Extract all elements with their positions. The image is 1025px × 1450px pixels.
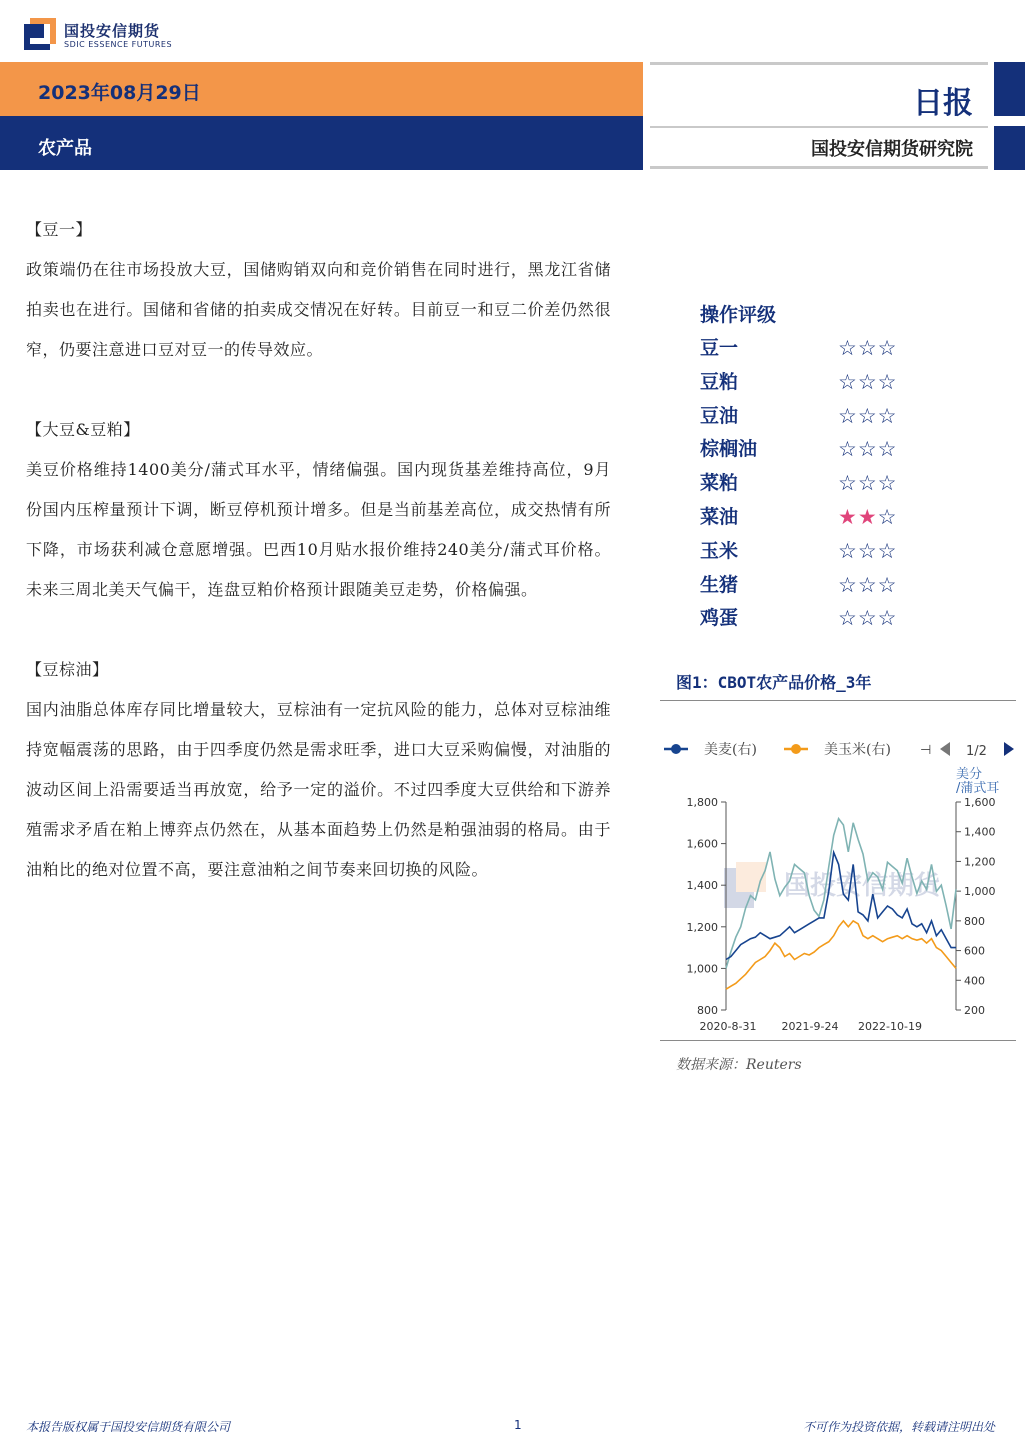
left-tick-label: 1,200 [686,920,718,934]
header-rule [650,62,988,65]
star-empty-icon: ☆ [857,437,878,462]
series-line-2 [726,921,956,989]
report-type: 日报 [913,86,973,121]
rating-commodity: 豆油 [700,404,739,427]
header-accent [994,62,1025,116]
unit-label-line2: /蒲式耳 [956,781,1000,796]
figure-title: 图1：CBOT农产品价格_3年 [676,673,872,692]
cbot-price-chart [660,730,1020,1036]
legend-truncated-item: ⊣ [920,743,932,758]
rating-commodity: 菜粕 [700,472,739,495]
rating-title: 操作评级 [700,304,777,326]
star-empty-icon: ☆ [857,471,878,496]
rating-commodity: 豆粕 [700,370,739,393]
axis-ticks [687,796,996,1033]
legend-item-wheat[interactable] [664,741,757,758]
section-text: 政策端仍在往市场投放大豆，国储购销双向和竞价销售在同时进行，黑龙江省储拍卖也在进行。国储和省储的拍卖成交情况在好转。目前豆一和豆二价差仍然很窄，仍要注意进口豆对豆一的传导效应。 [26,260,611,359]
data-source: 数据来源：Reuters [676,1057,802,1073]
star-empty-icon: ☆ [877,572,898,597]
star-empty-icon: ☆ [857,572,878,597]
star-empty-icon: ☆ [838,538,858,563]
unit-label-line1: 美分 [956,767,983,782]
star-empty-icon: ☆ [838,403,858,428]
star-empty-icon: ☆ [877,403,898,428]
report-sector: 农产品 [38,138,92,159]
sector-banner [0,116,643,170]
star-empty-icon: ☆ [857,403,878,428]
rating-row [700,400,960,434]
rating-row [700,332,960,366]
right-tick-label: 600 [964,944,985,958]
legend-item-corn[interactable] [784,741,891,758]
rating-commodity: 生猪 [700,573,739,596]
page-number: 1 [514,1418,522,1432]
figure-rule [660,700,1016,701]
left-tick-label: 1,800 [686,796,718,809]
right-tick-label: 200 [964,1004,985,1017]
rating-commodity: 鸡蛋 [700,607,739,630]
right-tick-label: 400 [964,974,985,988]
legend-prev-icon[interactable] [940,742,950,756]
rating-commodity: 菜油 [700,505,739,528]
star-empty-icon: ☆ [838,471,858,496]
watermark-text: 国投安信期货 [784,871,941,901]
legend-next-icon[interactable] [1004,742,1014,756]
copyright-notice: 本报告版权属于国投安信期货有限公司 [26,1420,231,1434]
star-empty-icon: ☆ [877,336,898,360]
star-empty-icon: ☆ [838,437,858,462]
star-empty-icon: ☆ [877,437,898,462]
rating-commodity: 玉米 [700,539,739,562]
section-title: 【豆一】 [26,220,93,239]
star-empty-icon: ☆ [877,538,898,563]
rating-row [700,433,960,467]
x-tick-label: 2022-10-19 [858,1020,922,1033]
star-empty-icon: ☆ [838,336,858,360]
header-rule [650,126,988,128]
rating-stars [838,569,897,603]
rating-row [700,569,960,603]
section-title: 【豆棕油】 [26,660,109,679]
star-empty-icon: ☆ [877,369,898,394]
star-empty-icon: ☆ [877,504,898,529]
series-lines [726,819,956,990]
figure-rule [660,1040,1016,1041]
header-rule [650,166,988,169]
report-date: 2023年08月29日 [38,82,201,104]
unit-label [956,767,999,796]
rating-stars [838,602,897,636]
right-tick-label: 800 [964,914,985,928]
rating-stars [838,433,897,467]
left-tick-label: 1,600 [686,837,718,851]
rating-commodity: 豆一 [700,337,739,359]
left-tick-label: 1,400 [686,879,718,893]
star-empty-icon: ☆ [877,471,898,496]
left-tick-label: 1,000 [686,962,718,976]
chart-legend [664,741,1014,759]
legend-page: 1/2 [966,744,987,759]
section-title: 【大豆&豆粕】 [26,420,140,439]
rating-stars [838,366,897,400]
rating-stars [838,400,897,434]
institute-name: 国投安信期货研究院 [811,139,973,160]
right-tick-label: 1,000 [964,885,996,899]
header-accent [994,126,1025,170]
company-logo [24,18,184,54]
x-tick-label: 2021-9-24 [781,1020,839,1033]
right-tick-label: 1,200 [964,855,996,869]
legend-marker [671,744,681,754]
star-empty-icon: ☆ [857,538,878,563]
section-text: 国内油脂总体库存同比增量较大，豆棕油有一定抗风险的能力，总体对豆棕油维持宽幅震荡的思路，由于四季度仍然是需求旺季，进口大豆采购偏慢，对油脂的波动区间上沿需要适当再放宽，给予一定的溢价。不过四季度大豆供给和下游养殖需求矛盾在粕上博弈点仍然在，从基本面趋势上仍然是粕强油弱的格局。由于油粕比的绝对位置不高，要注意油粕之间节奏来回切换的风险。 [26,700,611,879]
logo-name: 国投安信期货 [64,22,161,40]
star-empty-icon: ☆ [857,336,878,360]
star-empty-icon: ☆ [857,606,878,631]
star-empty-icon: ☆ [877,606,898,631]
rating-stars [838,332,897,366]
rating-row [700,366,960,400]
left-tick-label: 800 [697,1004,718,1017]
rating-commodity: 棕榈油 [700,438,758,461]
star-empty-icon: ☆ [838,572,858,597]
rating-row [700,535,960,569]
legend-label: 美麦(右) [704,742,757,758]
right-tick-label: 1,400 [964,825,996,839]
right-tick-label: 1,600 [964,796,996,809]
rating-table [700,298,960,636]
rating-stars [838,501,897,535]
rating-stars [838,467,897,501]
legend-marker [791,744,801,754]
star-empty-icon: ☆ [857,369,878,394]
star-empty-icon: ☆ [838,606,858,631]
star-empty-icon: ☆ [838,369,858,394]
legend-label: 美玉米(右) [824,742,891,758]
rating-row [700,602,960,636]
section-text: 美豆价格维持1400美分/蒲式耳水平，情绪偏强。国内现货基差维持高位，9月份国内压榨量预计下调，断豆停机预计增多。但是当前基差高位，成交热情有所下降，市场获利减仓意愿增强。巴西10月贴水报价维持240美分/蒲式耳价格。未来三周北美天气偏干，连盘豆粕价格预计跟随美豆走势，价格偏强。 [26,460,611,599]
logo-subtitle: SDIC ESSENCE FUTURES [64,40,173,49]
rating-row [700,501,960,535]
star-filled-icon: ★ [838,504,858,529]
rating-stars [838,535,897,569]
star-filled-icon: ★ [857,504,878,529]
logo-mark-icon [24,18,56,50]
article-body [26,210,611,930]
x-tick-label: 2020-8-31 [699,1020,757,1033]
disclaimer: 不可作为投资依据，转载请注明出处 [802,1420,995,1434]
rating-row [700,467,960,501]
